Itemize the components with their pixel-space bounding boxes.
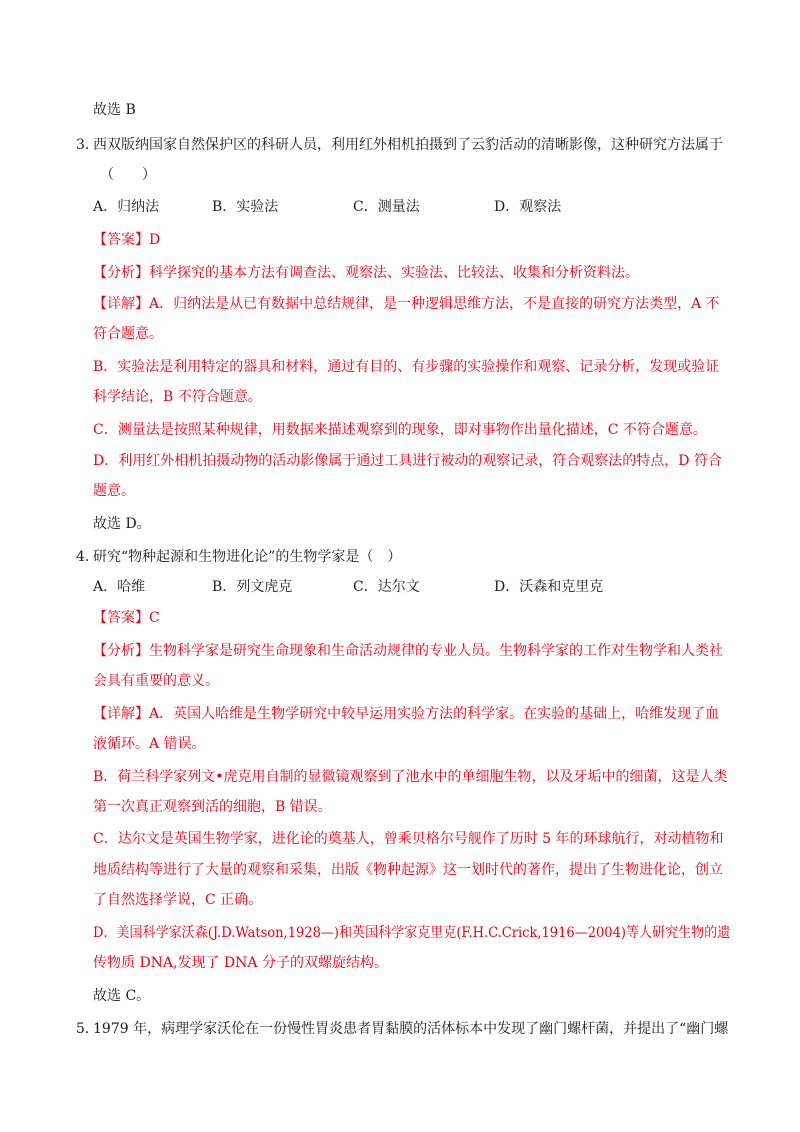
q4-detail-a-line1: 【详解】A．英国人哈维是生物学研究中较早运用实验方法的科学家。在实验的基础上，哈维发现了血 [93, 706, 720, 722]
q4-stem: 研究“物种起源和生物进化论”的生物学家是（ ） [93, 549, 402, 565]
q4-detail-a-line2: 液循环。A 错误。 [93, 736, 206, 752]
q3-conclusion: 故选 D。 [93, 516, 151, 532]
q5-number: 5． [76, 1021, 99, 1037]
q4-detail-b-line1: B．荷兰科学家列文•虎克用自制的显微镜观察到了池水中的单细胞生物，以及牙垢中的细菌，这是人类 [93, 769, 728, 785]
q3-option-b: B．实验法 [212, 199, 279, 215]
prev-conclusion: 故选 B [93, 102, 136, 118]
q4-option-a: A．哈维 [93, 579, 146, 595]
q3-detail-b-line1: B．实验法是利用特定的器具和材料，通过有目的、有步骤的实验操作和观察、记录分析，发现或验证 [93, 359, 720, 375]
q4-detail-d-line2: 传物质 DNA,发现了 DNA 分子的双螺旋结构。 [93, 955, 388, 971]
q4-detail-d-line1: D．美国科学家沃森(J.D.Watson,1928—)和英国科学家克里克(F.H.C.Crick,1916—2004)等人研究生物的遗 [93, 925, 731, 941]
q4-analysis-line1: 【分析】生物科学家是研究生命现象和生命活动规律的专业人员。生物科学家的工作对生物学和人类社 [93, 643, 723, 659]
q3-answer: 【答案】D [93, 232, 161, 248]
q3-analysis: 【分析】科学探究的基本方法有调查法、观察法、实验法、比较法、收集和分析资料法。 [93, 265, 639, 281]
q3-stem-line2: （ ） [100, 167, 156, 183]
q3-detail-d-line2: 题意。 [93, 483, 135, 499]
q4-detail-c-line1: C．达尔文是英国生物学家，进化论的奠基人，曾乘贝格尔号舰作了历时 5 年的环球航行，对动植物和 [93, 831, 724, 847]
q4-option-b: B．列文虎克 [212, 579, 293, 595]
q4-answer: 【答案】C [93, 610, 160, 626]
q3-detail-b-line2: 科学结论，B 不符合题意。 [93, 389, 262, 405]
q5-stem-line1: 1979 年，病理学家沃伦在一份慢性胃炎患者胃黏膜的活体标本中发现了幽门螺杆菌，并提出了“幽门螺 [93, 1021, 729, 1037]
q4-option-c: C．达尔文 [353, 579, 420, 595]
q3-detail-a-line1: 【详解】A．归纳法是从已有数据中总结规律，是一种逻辑思维方法，不是直接的研究方法类型，A 不 [93, 296, 720, 312]
q3-detail-d-line1: D．利用红外相机拍摄动物的活动影像属于通过工具进行被动的观察记录，符合观察法的特点，D 符合 [93, 453, 722, 469]
q4-detail-c-line2: 地质结构等进行了大量的观察和采集，出版《物种起源》这一划时代的著作，提出了生物进化论，创立 [93, 862, 723, 878]
q4-option-d: D．沃森和克里克 [494, 579, 604, 595]
q3-stem-line1: 西双版纳国家自然保护区的科研人员，利用红外相机拍摄到了云豹活动的清晰影像，这种研究方法属于 [93, 137, 723, 153]
q3-option-d: D．观察法 [494, 199, 562, 215]
q3-detail-a-line2: 符合题意。 [93, 326, 163, 342]
q3-detail-c: C．测量法是按照某种规律，用数据来描述观察到的现象，即对事物作出量化描述，C 不符合题意。 [93, 422, 707, 438]
q4-conclusion: 故选 C。 [93, 988, 151, 1004]
q4-number: 4． [76, 549, 99, 565]
q3-option-a: A．归纳法 [93, 199, 160, 215]
q4-detail-c-line3: 了自然选择学说，C 正确。 [93, 892, 263, 908]
q4-detail-b-line2: 第一次真正观察到活的细胞，B 错误。 [93, 799, 332, 815]
q3-number: 3． [76, 137, 99, 153]
q3-option-c: C．测量法 [353, 199, 420, 215]
q4-analysis-line2: 会具有重要的意义。 [93, 673, 219, 689]
